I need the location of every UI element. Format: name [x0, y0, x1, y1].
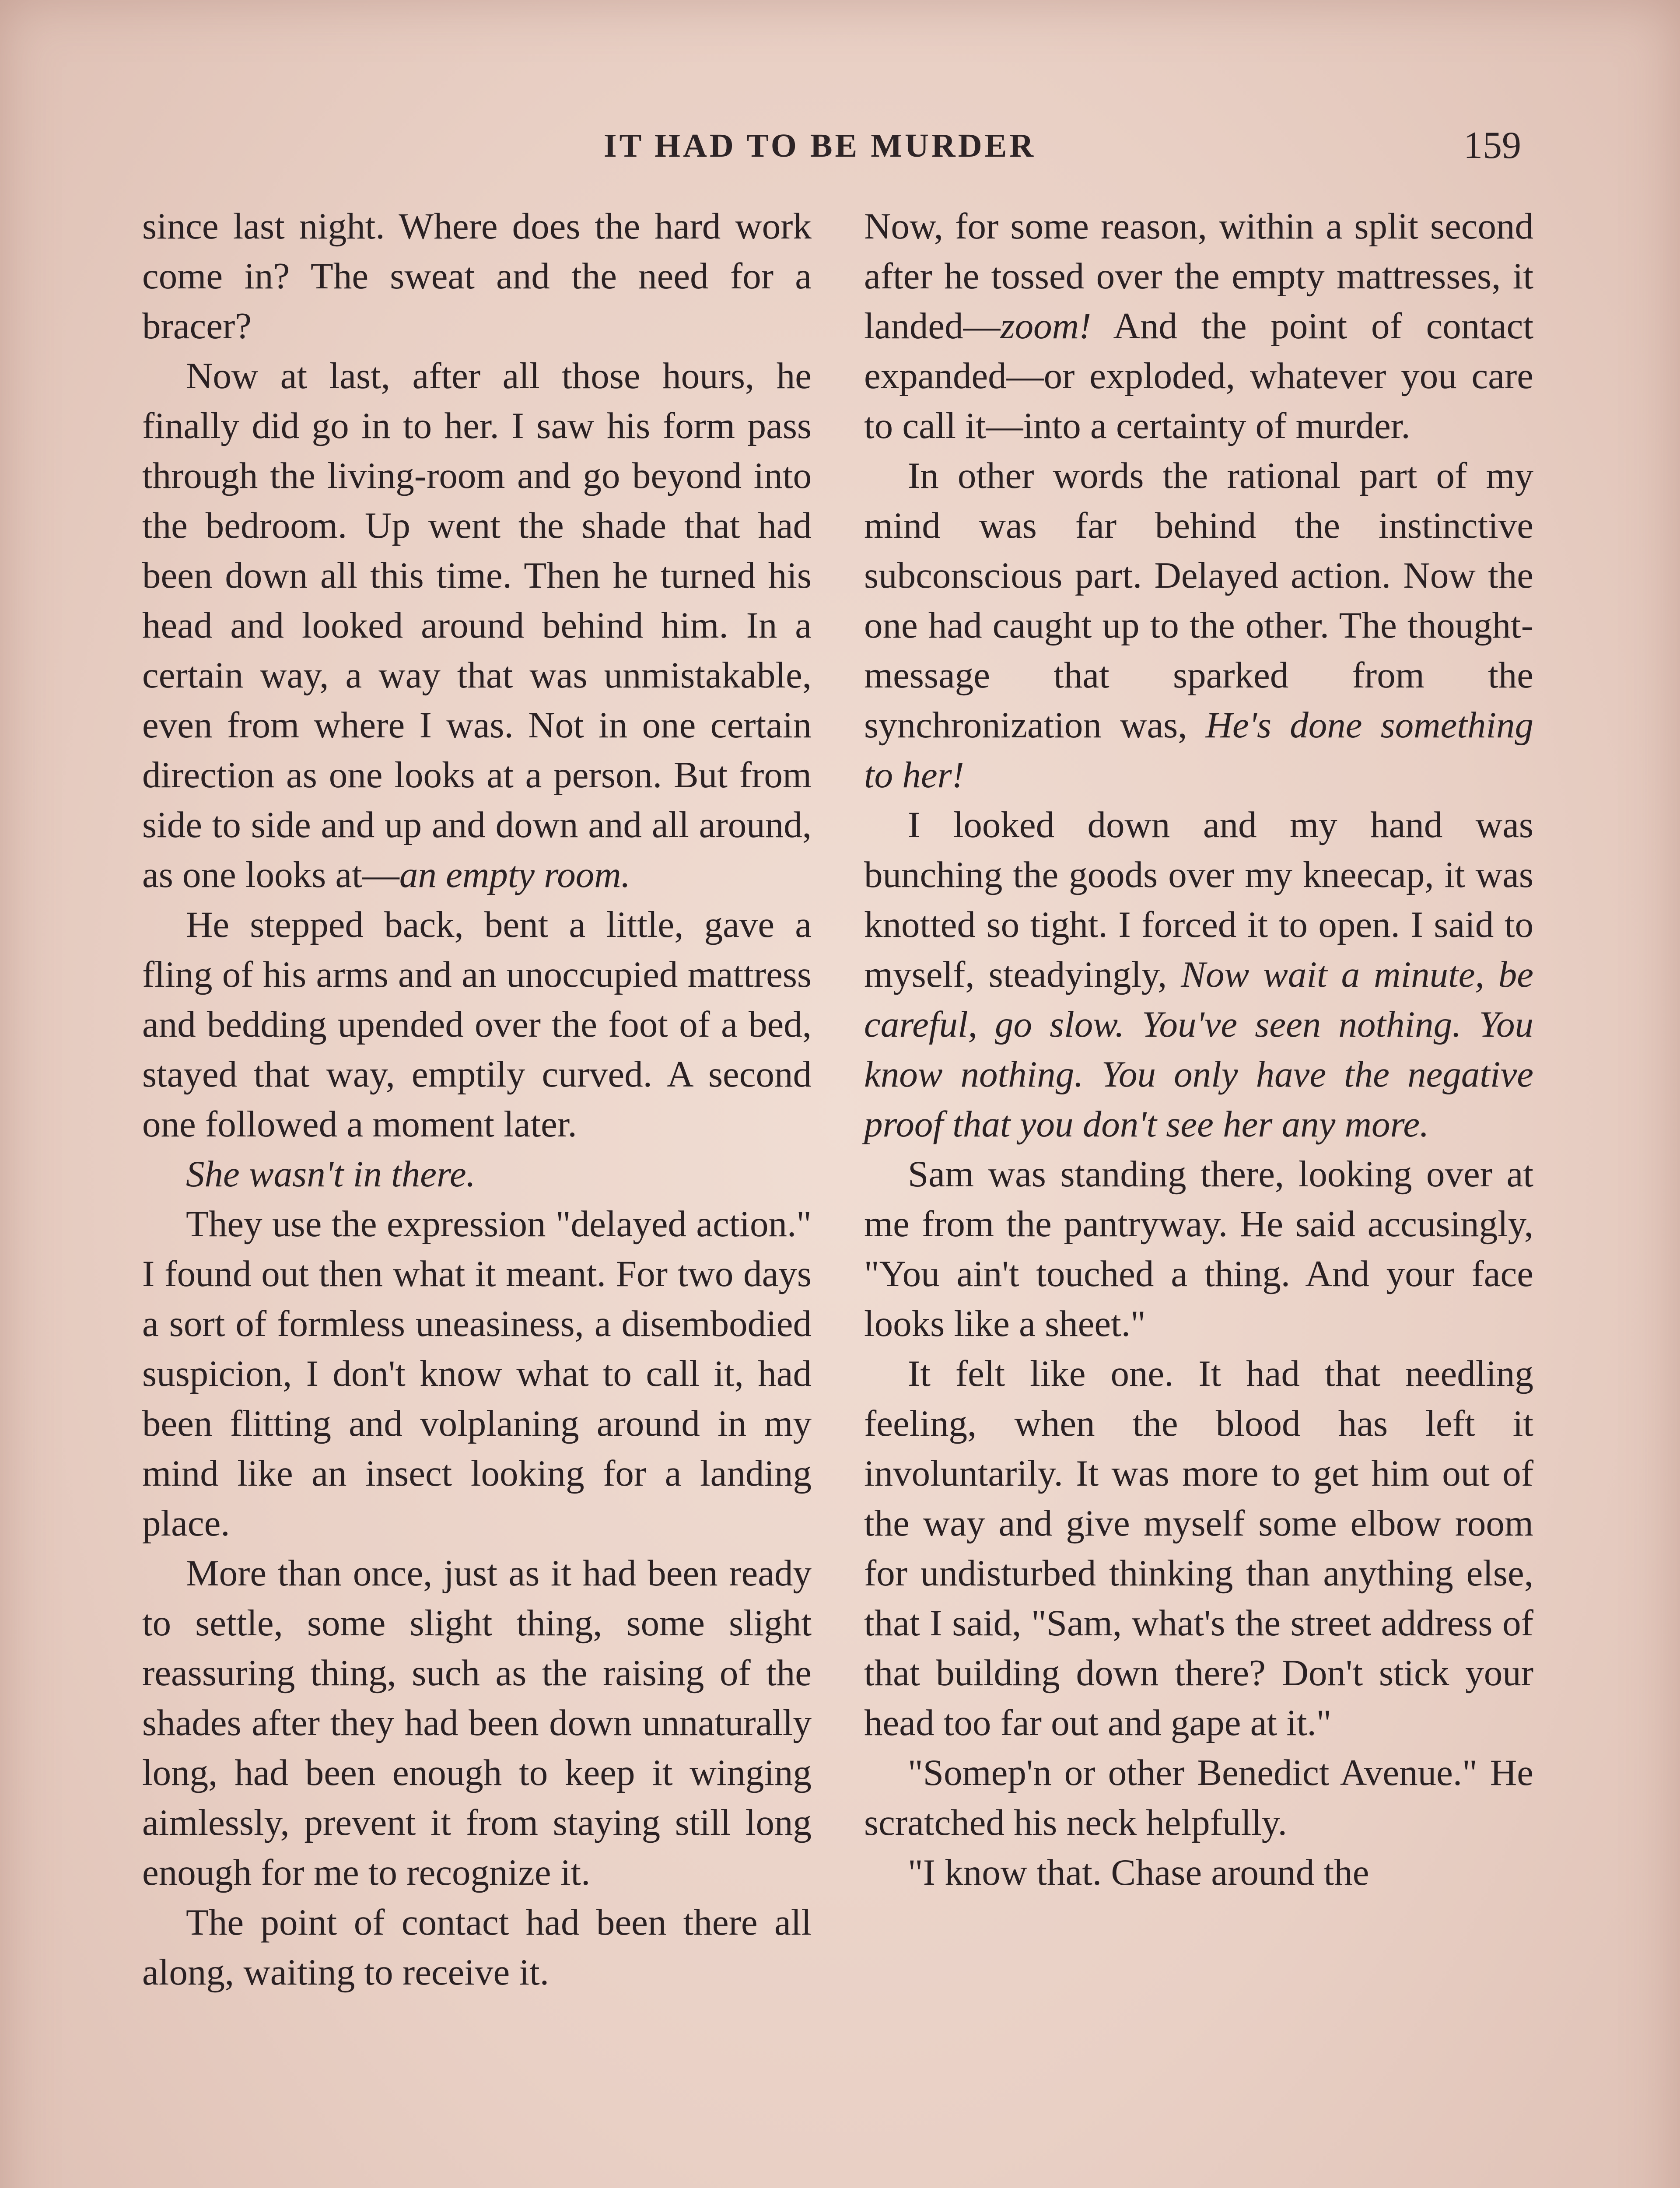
text-run: Now, for some reason, within a split second after he tossed over the empty mattresses, it landed— — [864, 206, 1533, 347]
italic-text-run: Now wait a minute, be careful, go slow. You've seen nothing. You know nothing. You only have the negative proof that you don't see her any more. — [864, 954, 1534, 1145]
paragraph — [864, 1149, 1533, 1349]
paragraph — [864, 800, 1533, 1149]
text-run: "Somep'n or other Benedict Avenue." He scratched his neck helpfully. — [864, 1752, 1533, 1843]
text-run: They use the expression "delayed action." I found out then what it meant. For two days a sort of formless uneasiness, a disembodied suspicion, I don't know what to call it, had been flitting and volplaning around in my mind like an insect looking for a landing place. — [142, 1203, 812, 1544]
text-run: Sam was standing there, looking over at me from the pantryway. He said accusingly, "You ain't touched a thing. And your face looks like a sheet." — [864, 1154, 1533, 1344]
paragraph — [142, 1897, 812, 1997]
text-run: And the point of contact expanded—or exploded, whatever you care to call it—into a certainty of murder. — [864, 305, 1533, 446]
text-run: The point of contact had been there all along, waiting to receive it. — [142, 1902, 812, 1993]
paragraph — [864, 1748, 1533, 1848]
page-number: 159 — [1463, 124, 1521, 167]
text-run: It felt like one. It had that needling feeling, when the blood has left it involuntarily. It was more to get him out of the way and give myself some elbow room for undisturbed thinking than anything else, that I said, "Sam, what's the street address of that building down there? Don't stick your head too far out and gape at it." — [864, 1353, 1533, 1743]
italic-text-run: He's done something to her! — [864, 705, 1533, 796]
text-run: He stepped back, bent a little, gave a fling of his arms and an unoccupied mattress and bedding upended over the foot of a bed, stayed that way, emptily curved. A second one followed a moment later. — [142, 904, 812, 1145]
paragraph — [142, 1548, 812, 1897]
paragraph — [864, 451, 1533, 800]
text-run: "I know that. Chase around the — [908, 1852, 1369, 1893]
paragraph — [864, 1848, 1533, 1897]
text-run: I looked down and my hand was bunching the goods over my kneecap, it was knotted so tight. I forced it to open. I said to myself, steadyingly, — [864, 804, 1533, 995]
left-text-column — [142, 201, 812, 1997]
paragraph — [864, 201, 1533, 451]
paragraph — [142, 201, 812, 351]
paragraph — [864, 1349, 1533, 1748]
text-run: since last night. Where does the hard work come in? The sweat and the need for a bracer? — [142, 206, 812, 347]
text-run: In other words the rational part of my mind was far behind the instinctive subconscious part. Delayed action. Now the one had caught up to the other. The thought-message that sparked from the synchronization was, — [864, 455, 1533, 746]
italic-text-run: zoom! — [1000, 305, 1092, 347]
running-title: IT HAD TO BE MURDER — [604, 127, 1036, 164]
paragraph — [142, 1149, 812, 1199]
right-text-column — [864, 201, 1533, 1897]
paragraph — [142, 900, 812, 1149]
paragraph — [142, 351, 812, 900]
italic-text-run: She wasn't in there. — [186, 1154, 476, 1195]
italic-text-run: an empty room. — [399, 854, 630, 895]
text-run: More than once, just as it had been ready to settle, some slight thing, some slight reassuring thing, such as the raising of the shades after they had been down unnaturally long, had been enough to keep it winging aimlessly, prevent it from staying still long enough for me to recognize it. — [142, 1553, 812, 1893]
paragraph — [142, 1199, 812, 1548]
text-run: Now at last, after all those hours, he finally did go in to her. I saw his form pass through the living-room and go beyond into the bedroom. Up went the shade that had been down all this time. Then he turned his head and looked around behind him. In a certain way, a way that was unmistakable, even from where I was. Not in one certain direction as one looks at a person. But from side to side and up and down and all around, as one looks at— — [142, 355, 812, 895]
